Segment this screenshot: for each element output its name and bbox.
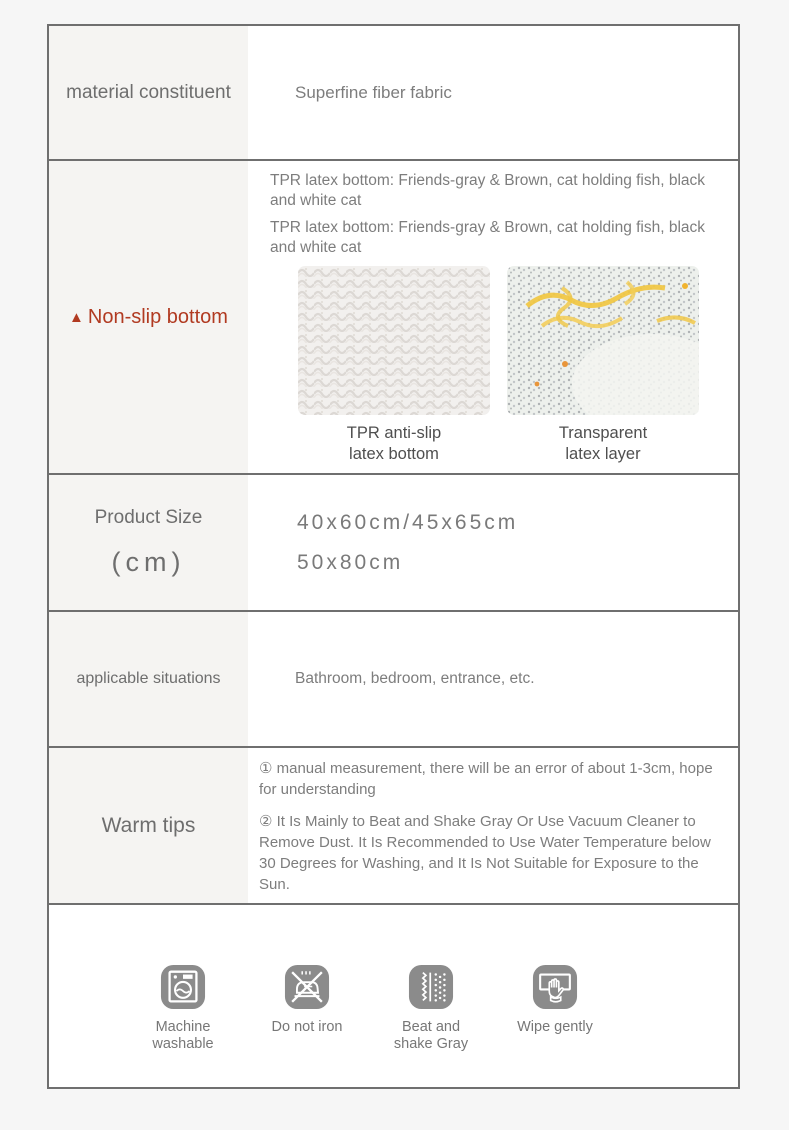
row-care-instructions	[49, 905, 738, 1087]
wipe-gently-icon	[532, 964, 578, 1010]
applicable-situations-label: applicable situations	[49, 612, 248, 746]
nonslip-bottom-label-text: Non-slip bottom	[87, 305, 228, 328]
nonslip-bottom-label	[69, 306, 228, 329]
tpr-texture-caption: TPR anti-slip latex bottom	[346, 424, 442, 463]
row-product-size	[49, 475, 738, 612]
tpr-description-1: TPR latex bottom: Friends-gray & Brown, cat holding fish, black and white cat	[270, 172, 706, 209]
size-value-2: 50x80cm	[297, 550, 404, 574]
product-size-label: Product Size	[94, 507, 203, 528]
row-nonslip-bottom	[49, 161, 738, 475]
warm-tips-label: Warm tips	[49, 748, 248, 903]
care-item-do-not-iron	[259, 964, 355, 1087]
size-value-1: 40x60cm/45x65cm	[297, 510, 519, 534]
tpr-latex-texture-image	[298, 266, 490, 415]
applicable-situations-value: Bathroom, bedroom, entrance, etc.	[248, 612, 738, 746]
care-item-beat-shake	[383, 964, 479, 1087]
texture-images	[298, 266, 724, 465]
transparent-latex-texture-image	[507, 266, 699, 415]
care-label: Do not iron	[271, 1019, 343, 1035]
care-item-machine-washable	[135, 964, 231, 1087]
transparent-latex-caption: Transparent latex layer	[558, 424, 648, 463]
warm-tip-2: ② It Is Mainly to Beat and Shake Gray Or Use Vacuum Cleaner to Remove Dust. It Is Recommended to Use Water Temperature below 30 Degrees for Washing, and It Is Not Suitable for Exposure to the Sun.	[259, 813, 711, 893]
triangle-bullet-icon: ▲	[69, 308, 84, 326]
row-warm-tips	[49, 748, 738, 905]
product-spec-table	[47, 24, 740, 1089]
material-constituent-value: Superfine fiber fabric	[248, 26, 738, 159]
care-label: Wipe gently	[517, 1019, 593, 1035]
tpr-description-2: TPR latex bottom: Friends-gray & Brown, cat holding fish, black and white cat	[270, 219, 706, 256]
care-label: Machine washable	[152, 1019, 214, 1052]
material-constituent-label: material constituent	[49, 26, 248, 159]
care-item-wipe-gently	[507, 964, 603, 1087]
washing-machine-icon	[160, 964, 206, 1010]
beat-shake-icon	[408, 964, 454, 1010]
row-material-constituent	[49, 26, 738, 161]
warm-tip-1: ① manual measurement, there will be an error of about 1-3cm, hope for understanding	[259, 760, 713, 798]
care-label: Beat and shake Gray	[393, 1019, 469, 1052]
product-size-unit: (cm)	[111, 547, 186, 577]
row-applicable-situations	[49, 612, 738, 748]
no-iron-icon	[284, 964, 330, 1010]
